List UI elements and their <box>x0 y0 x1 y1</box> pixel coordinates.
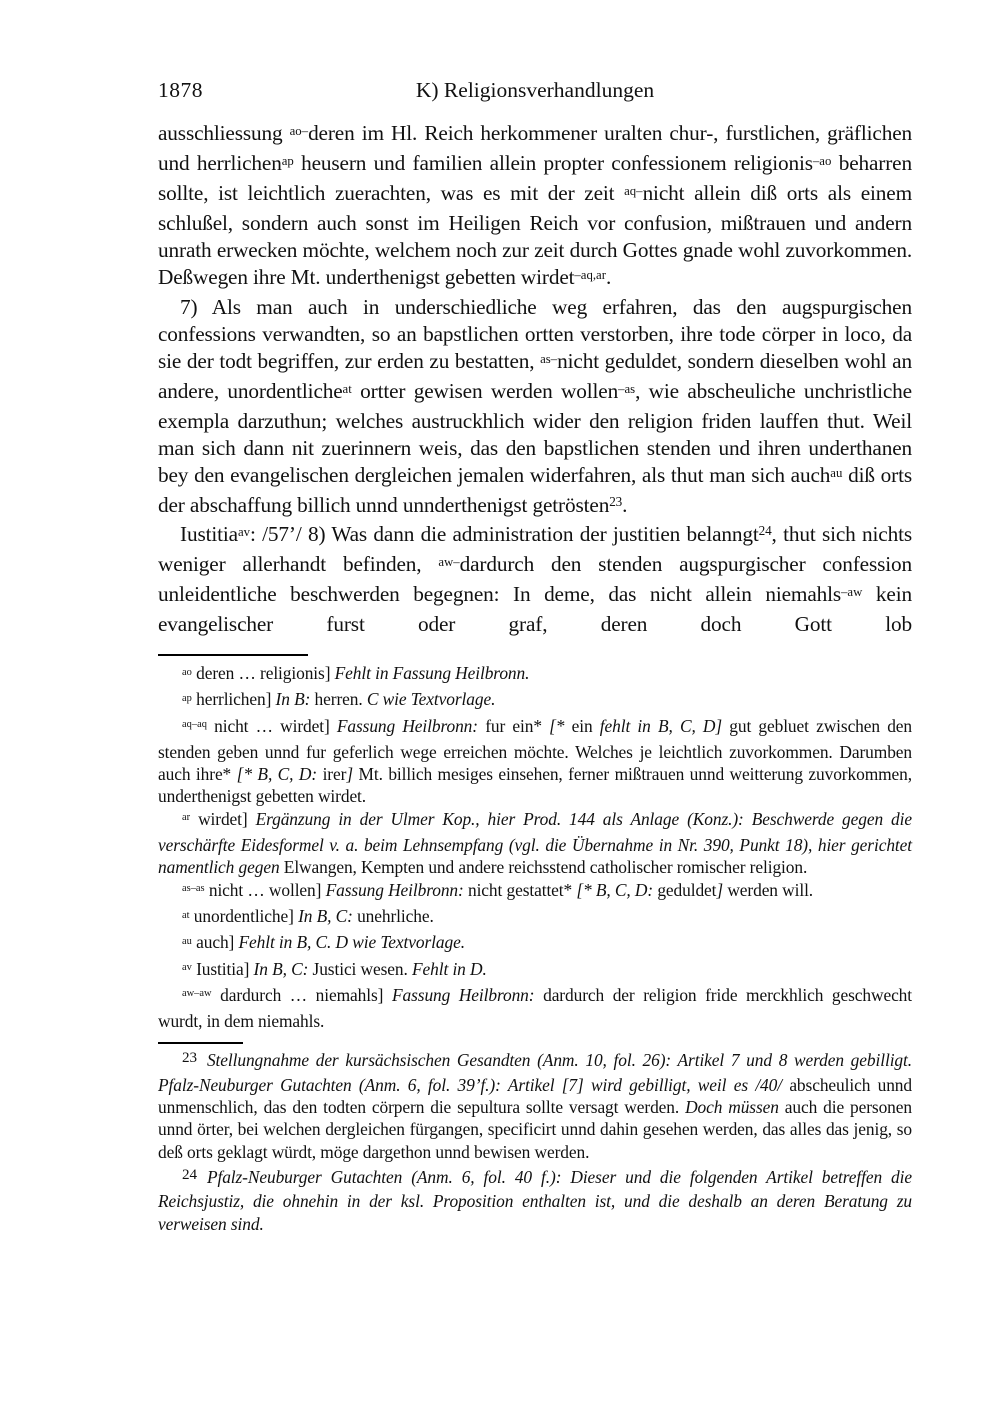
apparatus-siglum: aw– <box>438 554 460 569</box>
apparatus-siglum: –as <box>618 381 636 396</box>
text-run: herren. <box>314 689 367 710</box>
apparatus-siglum: ap <box>182 692 192 704</box>
text-run: nicht gestattet* <box>467 879 577 900</box>
text-run: nicht … wollen] <box>204 879 326 900</box>
text-run: beharren sollte, ist leichtlich zuerachten, was es mit der zeit <box>158 151 912 205</box>
italic-run: Fehlt in B, C. D wie Textvorlage. <box>238 932 465 953</box>
apparatus-siglum: as–as <box>182 883 205 895</box>
text-run: Iustitia] <box>191 958 254 979</box>
italic-run: [* B, C, D: <box>236 764 323 785</box>
page-header <box>158 76 912 104</box>
italic-run: ] <box>716 879 728 900</box>
apparatus-siglum: ar <box>182 812 191 824</box>
text-run: Elwangen, Kempten und andere reichsstend catholischer romischer religion. <box>283 857 808 878</box>
text-run: dardurch den stenden augspurgischer confession unleidentliche beschwerden begegnen: In deme, das nicht allein niemahls <box>158 552 912 606</box>
text-run: geduldet <box>657 879 717 900</box>
apparatus-siglum: –aw <box>841 584 863 599</box>
text-run: deren im Hl. Reich herkommener uralten chur-, furstlichen, gräflichen und herrlichen <box>158 121 912 175</box>
apparatus-siglum: aq– <box>624 183 643 198</box>
italic-run: Ergänzung in der Ulmer Kop., hier Prod. 144 als Anlage (Konz.): Beschwerde gegen die verschärfte Eidesformel v. a. beim Lehnsempfang (vgl. die Übernahme in Nr. 390, Punkt 18), hier gerichtet namentlich gegen <box>158 808 912 878</box>
text-run: nicht allein diß orts als einem schlußel, sondern auch sonst im Heiligen Reich vor confusion, mißtrauen und andern unrath erwecken möchte, welchem noch zur zeit durch Gottes gnade wohl zuvorkommen. Deßwegen ihre Mt. underthenigst gebetten wirdet <box>158 181 912 289</box>
apparatus-note-aq-aq <box>158 715 912 808</box>
italic-run: Fassung Heilbronn: <box>391 984 544 1005</box>
italic-run: Stellungnahme der kursächsischen Gesandten (Anm. 10, fol. 26): Artikel 7 und 8 werden gebilligt. Pfalz-Neuburger Gutachten (Anm. 6, fol. 39’f.): Artikel [7] wird gebilligt, weil es /40/ <box>158 1050 912 1095</box>
text-run: werden will. <box>727 879 814 900</box>
text-run: deren … religionis] <box>191 663 335 683</box>
apparatus-siglum: au <box>830 465 843 480</box>
body-paragraph <box>158 120 912 294</box>
footnote-24 <box>158 1166 912 1235</box>
text-run: wirdet] <box>190 808 256 829</box>
italic-run: Fehlt in Fassung Heilbronn. <box>334 663 530 683</box>
apparatus-siglum: as– <box>540 351 558 366</box>
text-run: nicht geduldet, sondern dieselben wohl an andere, unordentliche <box>158 349 912 403</box>
text-run: diß orts der abschaffung billich unnd unnderthenigst getrösten <box>158 463 912 517</box>
text-run: gut gebluet zwischen den stenden geben unnd fur geferlich wege erreichen möchte. Welches je leichtlich zuvorkommen. Darumben auch ihre* <box>158 715 913 785</box>
footnote-divider-rule <box>158 1042 243 1044</box>
text-run: , wie abscheuliche unchristliche exempla darzuthun; welches austruckhlich wider den religion friden lauffen thut. Weil man sich dann nit zuerinnern weis, das den bapstlichen stenden und ihren underthanen bey den evangelischen dergleichen jemalen widerfahren, als thut man sich auch <box>158 379 912 487</box>
apparatus-note-au <box>158 931 912 957</box>
critical-apparatus <box>158 662 912 1032</box>
text-run: dardurch der religion fride merckhlich geschwecht wurdt, in dem niemahls. <box>158 984 913 1032</box>
text-run: auch die personen unnd örter, bei welchen dergleichen fürgangen, specificirt unnd dahin gesehen werden, das alles das jenig, so deß orts geklagt würdt, möge dargethon unnd bewisen werden. <box>158 1097 912 1162</box>
footnote-ref: 24 <box>758 523 772 539</box>
italic-run: C wie Textvorlage. <box>366 689 496 710</box>
text-run: ortter gewisen werden wollen <box>351 379 619 403</box>
italic-run: Fassung Heilbronn: <box>325 879 468 900</box>
apparatus-note-ap <box>158 688 912 714</box>
apparatus-note-as-as <box>158 879 912 905</box>
text-run: nicht … wirdet] <box>206 715 337 736</box>
body-paragraph <box>158 521 912 638</box>
text-run: unordentliche] <box>189 905 299 926</box>
text-run: ein <box>571 715 600 736</box>
footnote-number: 23 <box>182 1050 197 1067</box>
italic-run: Pfalz-Neuburger Gutachten (Anm. 6, fol. 40 f.): Dieser und die folgenden Artikel betreffen die Reichsjustiz, die ohnehin in der ksl. Proposition enthalten ist, und die deshalb an deren Beratung zu verweisen sind. <box>158 1166 912 1234</box>
italic-run: Fassung Heilbronn: <box>336 715 486 736</box>
apparatus-siglum: aw–aw <box>182 988 212 1000</box>
text-run: abscheulich unnd unmenschlich, das den todten cörpern die sepultura sollte versagt werden. <box>158 1074 913 1118</box>
apparatus-siglum: av <box>237 524 251 539</box>
body-paragraph <box>158 294 912 521</box>
text-run: irer <box>322 764 347 785</box>
apparatus-note-av <box>158 958 912 984</box>
running-head: K) Religionsverhandlungen <box>415 78 655 102</box>
italic-run: In B: <box>275 689 315 710</box>
apparatus-siglum: ao <box>182 666 192 678</box>
apparatus-siglum: ap <box>281 153 294 168</box>
text-run: 7) Als man auch in underschiedliche weg erfahren, das den augspurgischen confessions verwandten, so an bapstlichen ortten verstorben, ihre tode cörper in loco, da sie der todt begriffen, zur erden zu bestatten, <box>158 295 912 373</box>
apparatus-divider-rule <box>158 654 308 656</box>
text-run: dardurch … niemahls] <box>211 984 392 1005</box>
text-block <box>158 0 912 1235</box>
italic-run: [* B, C, D: <box>576 879 658 900</box>
apparatus-note-aw-aw <box>158 984 912 1033</box>
footnotes-section <box>158 1049 912 1234</box>
italic-run: Doch müssen <box>685 1097 785 1118</box>
footnote-number: 24 <box>182 1166 197 1183</box>
italic-run: In B, C: <box>253 958 313 979</box>
apparatus-siglum: –aq,ar <box>574 267 606 282</box>
main-text <box>158 120 912 638</box>
text-run: . <box>622 493 628 517</box>
apparatus-siglum: av <box>182 962 192 974</box>
apparatus-siglum: at <box>182 909 190 921</box>
apparatus-note-ao <box>158 662 912 688</box>
apparatus-siglum: ao– <box>289 123 309 138</box>
apparatus-siglum: au <box>182 935 192 947</box>
text-run: herrlichen] <box>191 689 276 710</box>
italic-run: fehlt in B, C, D] <box>599 715 730 736</box>
text-run: , thut sich nichts weniger allerhandt befinden, <box>158 522 912 576</box>
text-run: Justici wesen. <box>312 958 412 979</box>
italic-run: In B, C: <box>298 905 358 926</box>
text-run: fur ein* <box>485 715 550 736</box>
text-run: : /57’/ 8) Was dann die administration der justitien belanngt <box>250 522 759 546</box>
text-run: Iustitia <box>180 522 238 546</box>
page-number: 1878 <box>158 78 203 102</box>
text-run: heusern und familien allein propter confessionem religionis <box>293 151 813 175</box>
italic-run: [* <box>549 715 572 736</box>
text-run: auch] <box>191 932 239 953</box>
text-run: ausschliessung <box>158 121 290 145</box>
apparatus-siglum: –ao <box>812 153 832 168</box>
italic-run: ] <box>346 764 359 785</box>
apparatus-note-ar <box>158 808 912 879</box>
italic-run: Fehlt in D. <box>412 958 487 979</box>
footnote-23 <box>158 1049 912 1162</box>
text-run: unehrliche. <box>357 905 434 926</box>
text-run: kein evangelischer furst oder graf, deren doch Gott lob <box>158 582 912 636</box>
apparatus-siglum: aq–aq <box>182 719 207 731</box>
text-run: . <box>605 265 612 289</box>
footnote-ref: 23 <box>609 494 623 510</box>
apparatus-siglum: at <box>342 381 352 396</box>
text-run: Mt. billich mesiges einsehen, ferner mißtrauen unnd weitterung zuvorkommen, underthenigst gebetten wirdet. <box>158 764 913 807</box>
apparatus-note-at <box>158 905 912 931</box>
